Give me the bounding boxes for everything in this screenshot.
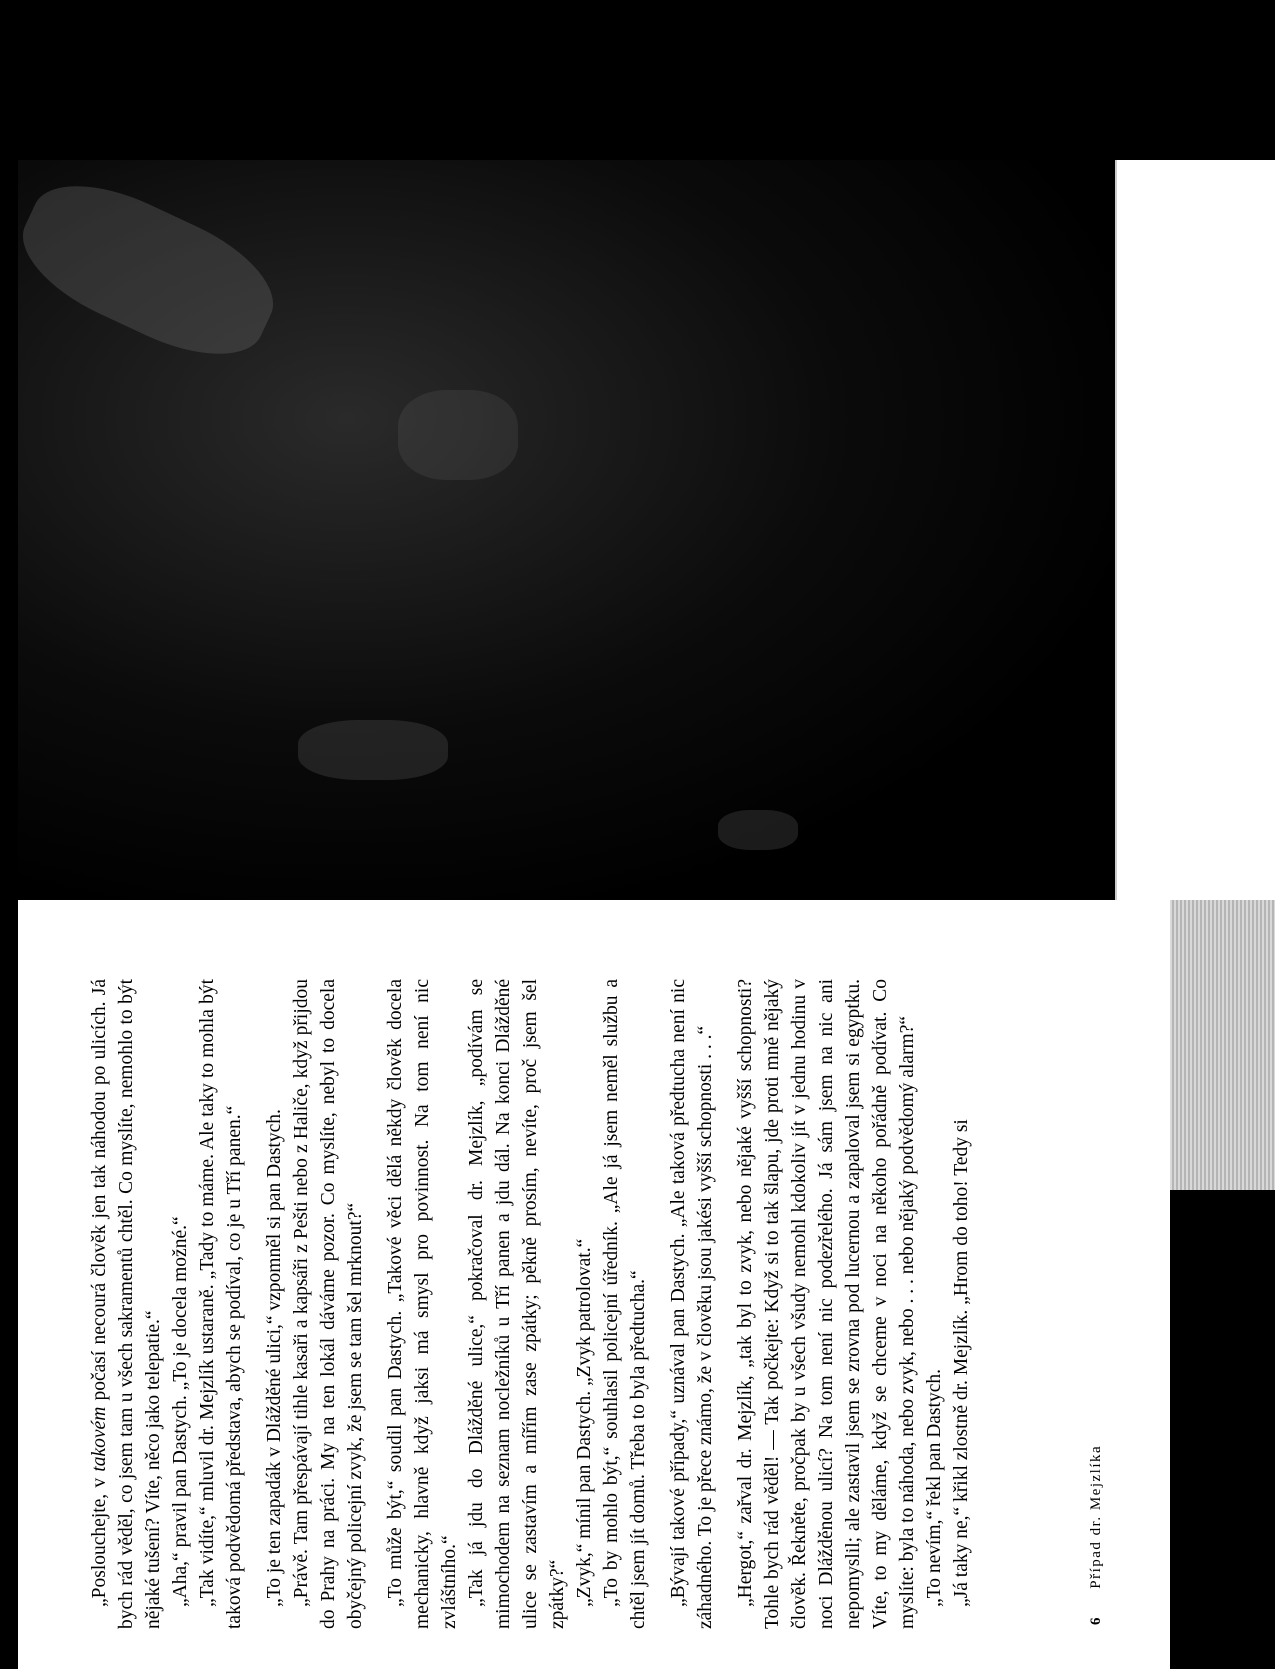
paragraph: „To může být,“ soudil pan Dastych. „Takové věci dělá někdy člověk docela mechanicky, hlavně když jaksi má smysl pro povinnost. Na tom není nic zvláštního.“	[385, 979, 460, 1629]
photo-highlight	[298, 720, 448, 780]
paragraph: „Bývají takové případy,“ uznával pan Dastych. „Ale taková předtucha není nic záhadného. To je přece známo, že v člověku jsou jakési vyšší schopnosti . . .“	[668, 979, 716, 1629]
body-text	[86, 979, 975, 1629]
page-stack-edge	[1170, 900, 1275, 1190]
photo-highlight	[18, 161, 291, 380]
paragraph: „To nevím,“ řekl pan Dastych.	[924, 1369, 945, 1607]
book-photograph	[18, 160, 1115, 900]
paragraph: „Zvyk,“ mínil pan Dastych. „Zvyk patrolovat.“	[574, 1238, 595, 1607]
paragraph: „Tak já jdu do Dlážděné ulice,“ pokračoval dr. Mejzlík, „podívám se mimochodem na seznam nocležníků u Tří panen a jdu dál. Na konci Dlážděné ulice se zastavím a mířím zase zpátky; pěkně prosím, nevíte, proč jsem šel zpátky?“	[466, 979, 568, 1629]
left-margin-shadow	[0, 0, 18, 1669]
text-page	[18, 900, 1170, 1669]
paragraph: „To by mohlo být,“ souhlasil policejní úředník. „Ale já jsem neměl službu a chtěl jsem jít domů. Třeba to byla předtucha.“	[601, 979, 649, 1629]
page-footer	[1088, 1445, 1105, 1625]
paragraph: „To je ten zapadák v Dlážděné ulici,“ vzpomněl si pan Dastych.	[264, 1109, 285, 1607]
paragraph: „Hergot,“ zařval dr. Mejzlík, „tak byl to zvyk, nebo nějaké vyšší schopnosti? Tohle bych rád věděl! — Tak počkejte: Když si to tak šlapu, jde proti mně nějaký člověk. Řekněte, pročpak by u všech všudy nemohl kdokoliv jít v jednu hodinu v noci Dlážděnou ulicí? Na tom není nic podezřelého. Já sám jsem na nic ani nepomyslil; ale zastavil jsem se zrovna pod lucernou a zapaloval jsem si egyptku. Víte, to my děláme, když se chceme v noci na někoho pořádně podívat. Co myslíte: byla to náhoda, nebo zvyk, nebo . . . nebo nějaký podvědomý alarm?“	[735, 979, 918, 1629]
paragraph: „Já taky ne,“ křikl zlostně dr. Mejzlík. „Hrom do toho! Tedy si	[951, 1119, 972, 1607]
page-number: 6	[1088, 1616, 1104, 1625]
paragraph: „Tak vidíte,“ mluvil dr. Mejzlík ustaraně. „Tady to máme. Ale taky to mohla být taková podvědomá představa, abych se podíval, co je u Tří panen.“	[197, 979, 245, 1629]
facing-page-edge	[1115, 160, 1275, 900]
paragraph: „Poslouchejte, v takovém počasí necourá člověk jen tak náhodou po ulicích. Já bych rád věděl, co jsem tam u všech sakramentů chtěl. Co myslíte, nemohlo to být nějaké tušení? Víte, něco jako telepatie.“	[89, 979, 164, 1629]
photo-highlight	[398, 390, 518, 480]
running-title: Případ dr. Mejzlíka	[1088, 1444, 1104, 1589]
photo-highlight	[718, 810, 798, 850]
paragraph: „Právě. Tam přespávají tihle kasaři a kapsáři z Pešti nebo z Haliče, když přijdou do Prahy na práci. My na ten lokál dáváme pozor. Co myslíte, nebyl to docela obyčejný policejní zvyk, že jsem se tam šel mrknout?“	[291, 979, 366, 1629]
paragraph: „Aha,“ pravil pan Dastych. „To je docela možné.“	[170, 1216, 191, 1607]
scan-background	[1195, 1190, 1275, 1669]
rotated-text-column	[18, 900, 1170, 1669]
